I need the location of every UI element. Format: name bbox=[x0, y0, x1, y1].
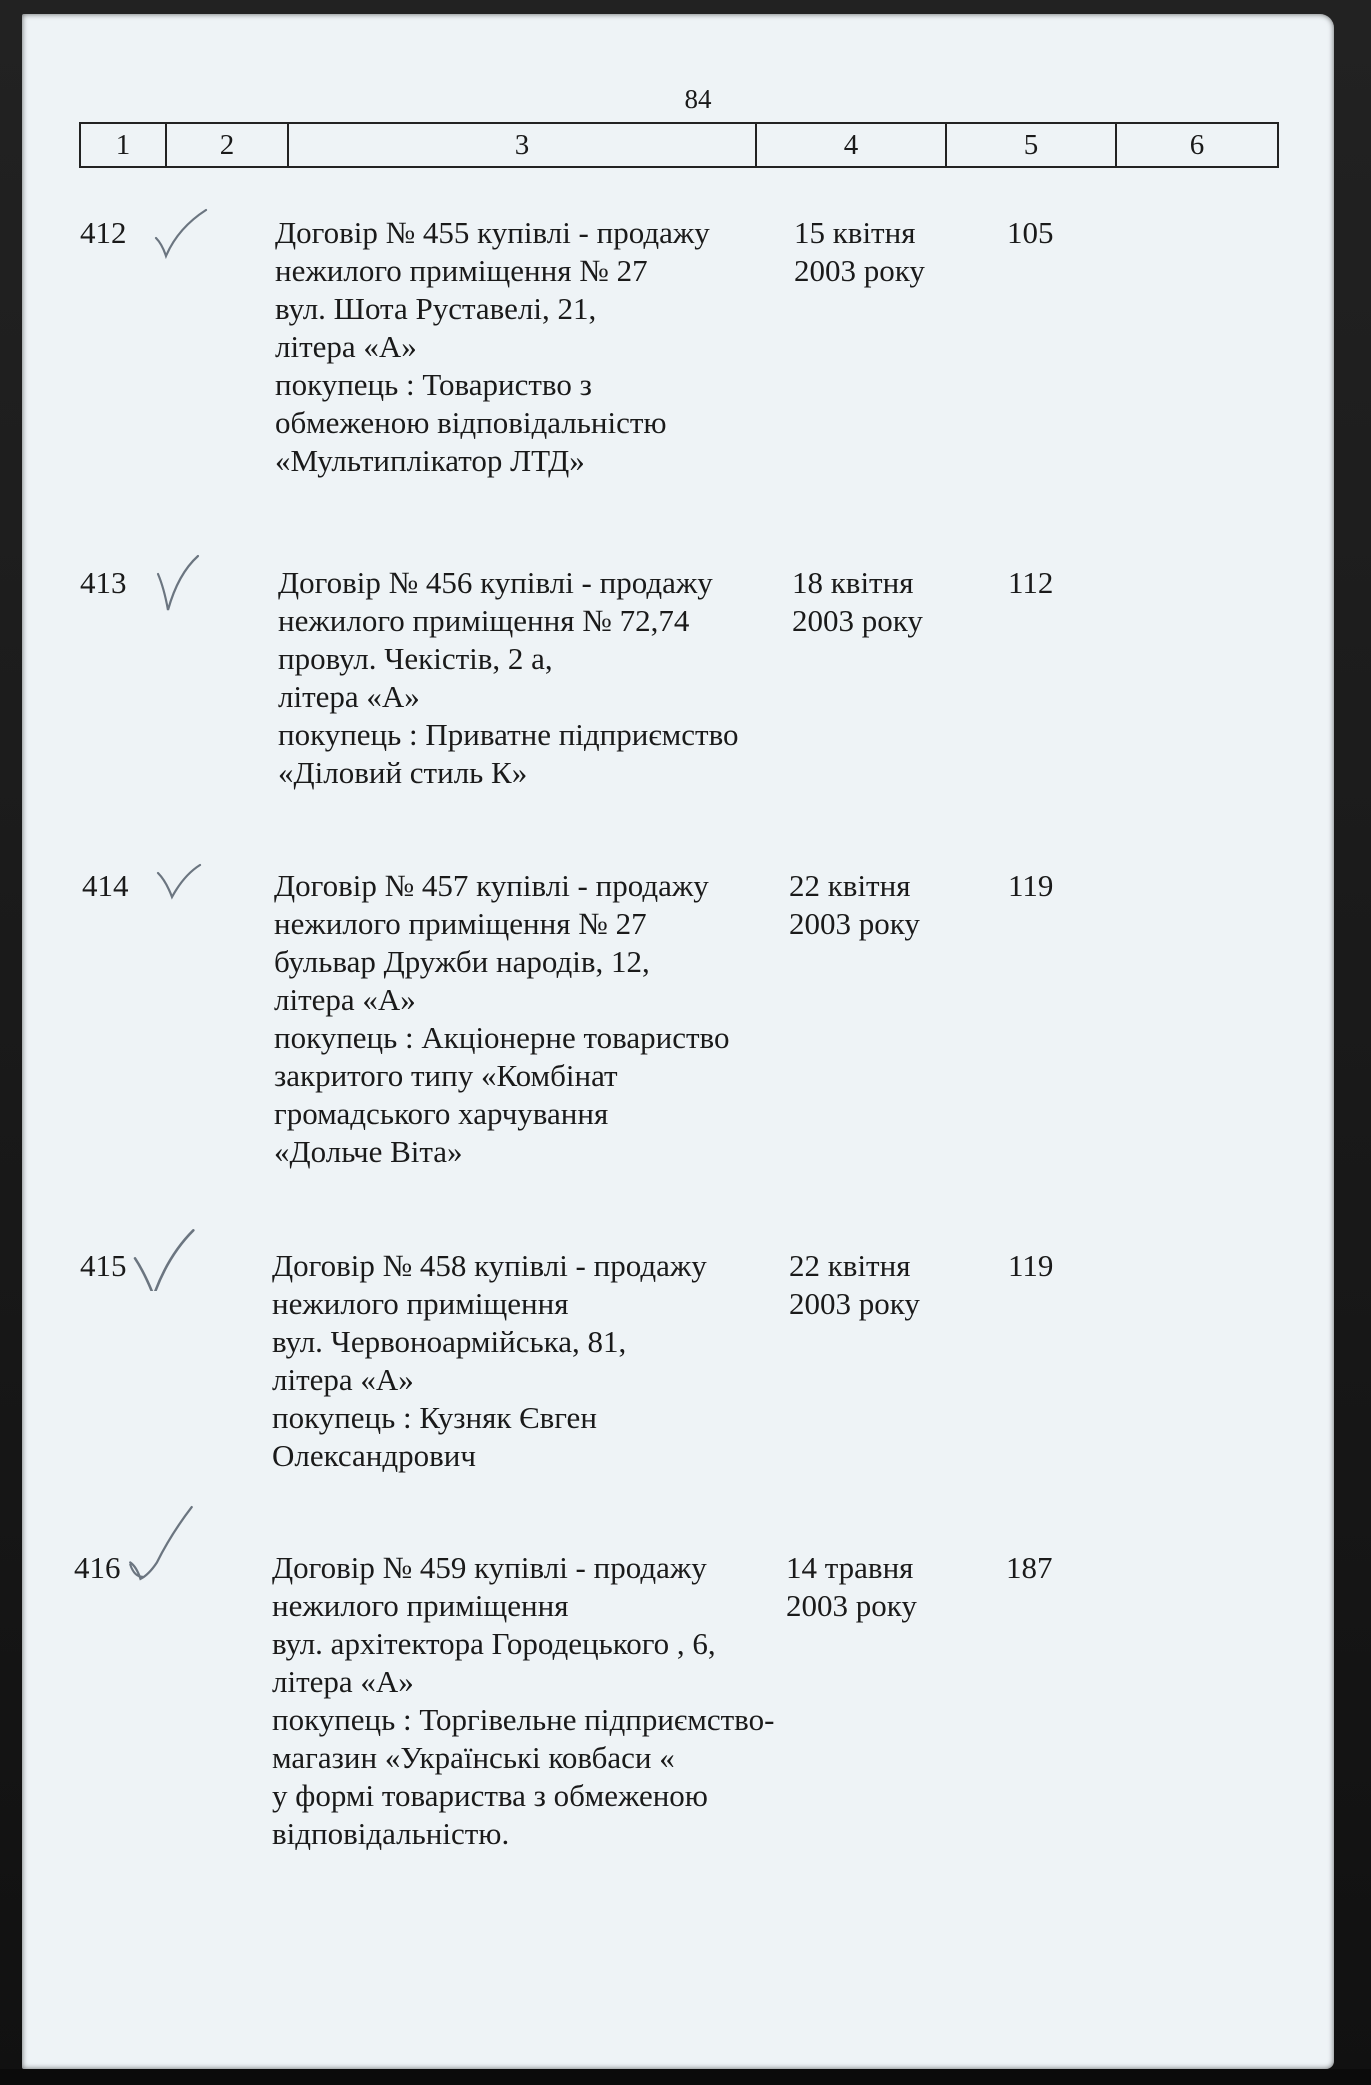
column-header-4: 4 bbox=[757, 124, 947, 166]
record-number: 414 bbox=[82, 868, 129, 903]
description-line: покупець : Торгівельне підприємство- bbox=[272, 1702, 775, 1737]
record-date bbox=[786, 1549, 986, 1625]
record-description bbox=[278, 564, 858, 792]
scanner-edge bbox=[0, 2069, 1371, 2085]
description-line: літера «А» bbox=[275, 329, 417, 364]
description-line: відповідальністю. bbox=[272, 1816, 510, 1851]
description-line: бульвар Дружби народів, 12, bbox=[274, 944, 650, 979]
date-line: 2003 року bbox=[794, 253, 925, 288]
description-line: Договір № 457 купівлі - продажу bbox=[274, 868, 709, 903]
description-line: нежилого приміщення № 27 bbox=[275, 253, 648, 288]
record-number: 413 bbox=[80, 565, 127, 600]
description-line: вул. архітектора Городецького , 6, bbox=[272, 1626, 716, 1661]
description-line: нежилого приміщення bbox=[272, 1588, 569, 1623]
column-header-5: 5 bbox=[947, 124, 1117, 166]
description-line: покупець : Кузняк Євген bbox=[272, 1400, 597, 1435]
handwritten-check-icon bbox=[128, 1221, 198, 1291]
record-page: 105 bbox=[1007, 215, 1054, 250]
description-line: магазин «Українські ковбаси « bbox=[272, 1740, 675, 1775]
handwritten-check-icon bbox=[152, 863, 212, 923]
record-date bbox=[792, 564, 992, 640]
description-line: обмеженою відповідальністю bbox=[275, 405, 667, 440]
description-line: нежилого приміщення bbox=[272, 1286, 569, 1321]
description-line: покупець : Товариство з bbox=[275, 367, 592, 402]
description-line: покупець : Акціонерне товариство bbox=[274, 1020, 730, 1055]
record-description bbox=[272, 1247, 852, 1475]
record-number: 412 bbox=[80, 215, 127, 250]
record-page: 119 bbox=[1008, 1248, 1054, 1283]
date-line: 18 квітня bbox=[792, 565, 914, 600]
record-page: 112 bbox=[1008, 565, 1054, 600]
record-date bbox=[794, 214, 994, 290]
description-line: Договір № 455 купівлі - продажу bbox=[275, 215, 710, 250]
description-line: покупець : Приватне підприємство bbox=[278, 717, 739, 752]
record-page: 119 bbox=[1008, 868, 1054, 903]
description-line: літера «А» bbox=[274, 982, 416, 1017]
description-line: Договір № 459 купівлі - продажу bbox=[272, 1550, 707, 1585]
description-line: «Діловий стиль К» bbox=[278, 755, 528, 790]
record-number: 416 bbox=[74, 1550, 121, 1585]
record-date bbox=[789, 867, 989, 943]
description-line: нежилого приміщення № 72,74 bbox=[278, 603, 690, 638]
description-line: провул. Чекістів, 2 а, bbox=[278, 641, 553, 676]
description-line: «Дольче Віта» bbox=[274, 1134, 463, 1169]
description-line: Олександрович bbox=[272, 1438, 476, 1473]
record-description bbox=[272, 1549, 852, 1853]
column-header-2: 2 bbox=[167, 124, 289, 166]
date-line: 2003 року bbox=[786, 1588, 917, 1623]
date-line: 2003 року bbox=[789, 906, 920, 941]
description-line: «Мультиплікатор ЛТД» bbox=[275, 443, 585, 478]
record-number: 415 bbox=[80, 1248, 127, 1283]
page-number: 84 bbox=[684, 84, 712, 114]
handwritten-check-icon bbox=[126, 1503, 198, 1585]
record-page: 187 bbox=[1006, 1550, 1053, 1585]
description-line: вул. Шота Руставелі, 21, bbox=[275, 291, 597, 326]
date-line: 2003 року bbox=[789, 1286, 920, 1321]
handwritten-check-icon bbox=[150, 204, 210, 264]
description-line: вул. Червоноармійська, 81, bbox=[272, 1324, 627, 1359]
column-header-6: 6 bbox=[1189, 128, 1205, 161]
description-line: у формі товариства з обмеженою bbox=[272, 1778, 708, 1813]
description-line: літера «А» bbox=[278, 679, 420, 714]
description-line: Договір № 456 купівлі - продажу bbox=[278, 565, 713, 600]
document-page bbox=[22, 14, 1334, 2069]
description-line: нежилого приміщення № 27 bbox=[274, 906, 647, 941]
date-line: 15 квітня bbox=[794, 215, 916, 250]
date-line: 22 квітня bbox=[789, 1248, 911, 1283]
date-line: 22 квітня bbox=[789, 868, 911, 903]
record-description bbox=[275, 214, 855, 480]
column-header-1: 1 bbox=[81, 124, 167, 166]
record-date bbox=[789, 1247, 989, 1323]
description-line: Договір № 458 купівлі - продажу bbox=[272, 1248, 707, 1283]
date-line: 2003 року bbox=[792, 603, 923, 638]
description-line: громадського харчування bbox=[274, 1096, 609, 1131]
description-line: літера «А» bbox=[272, 1664, 414, 1699]
handwritten-check-icon bbox=[154, 554, 214, 614]
description-line: літера «А» bbox=[272, 1362, 414, 1397]
column-header-row bbox=[79, 122, 1279, 168]
description-line: закритого типу «Комбінат bbox=[274, 1058, 618, 1093]
column-header-3: 3 bbox=[289, 124, 757, 166]
record-description bbox=[274, 867, 854, 1171]
date-line: 14 травня bbox=[786, 1550, 914, 1585]
